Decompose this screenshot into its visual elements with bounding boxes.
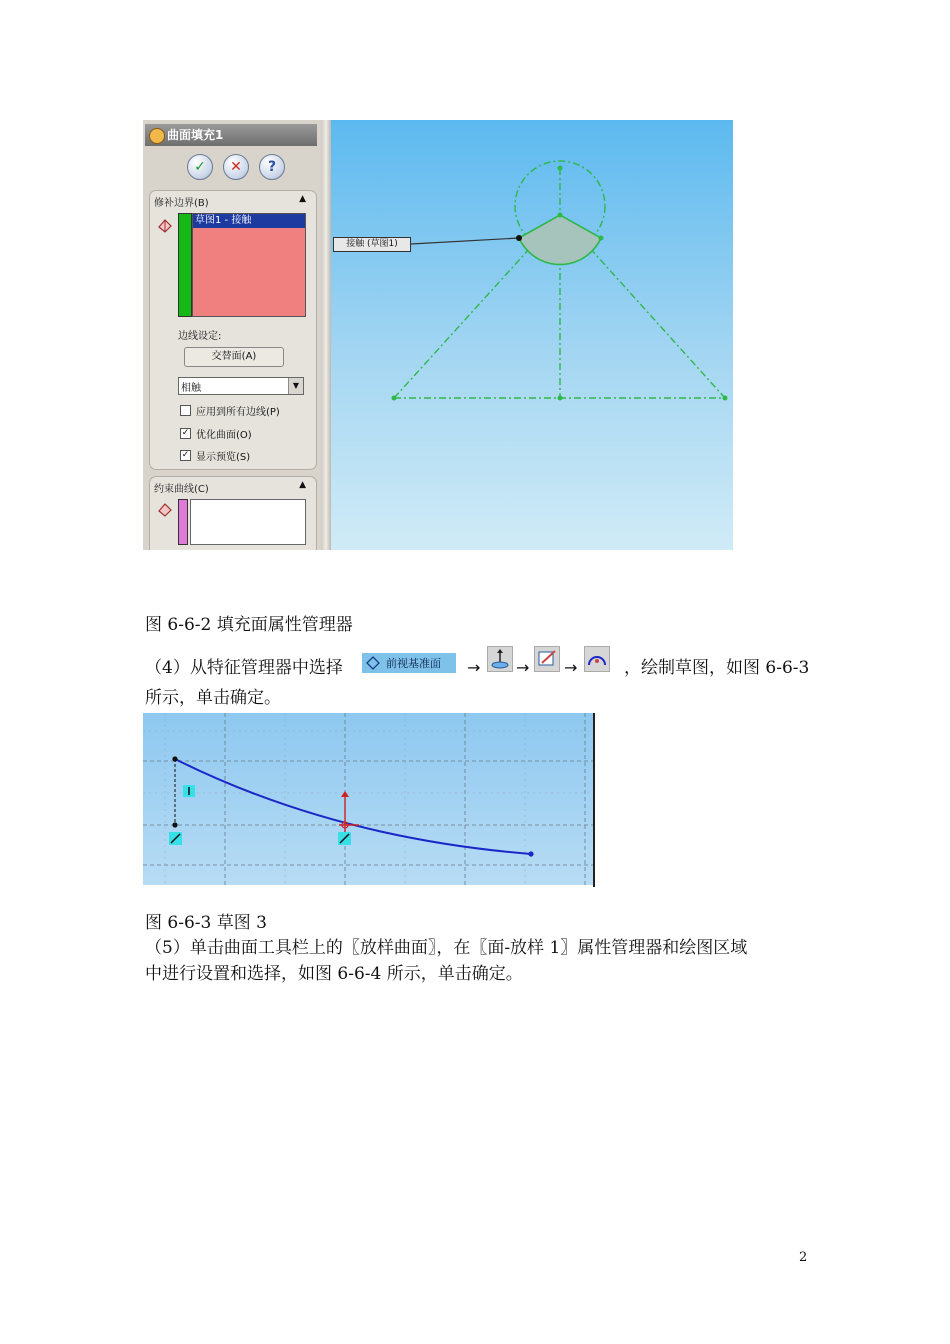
show-preview-checkbox[interactable]: ✓	[181, 450, 190, 460]
boundary-selection-list[interactable]	[192, 213, 306, 317]
selected-boundary-item[interactable]: 草图1 - 接触	[193, 214, 305, 228]
fill-surface-figure	[143, 120, 733, 550]
show-preview-label[interactable]: 显示预览(S)	[196, 452, 251, 463]
front-plane-label: 前视基准面	[386, 657, 441, 670]
step-5-line1: （5）单击曲面工具栏上的〖放样曲面〗，在〖面-放样 1〗属性管理器和绘图区域	[145, 938, 748, 958]
sketch-3-figure	[143, 713, 593, 885]
step-4-prefix: （4）从特征管理器中选择	[145, 658, 343, 678]
help-button[interactable]: ?	[259, 154, 285, 180]
graphics-viewport[interactable]	[331, 120, 733, 550]
constraint-color-bar	[178, 499, 188, 545]
cancel-button[interactable]: ✕	[223, 154, 249, 180]
front-plane-chip	[362, 653, 456, 673]
curve-selection-icon	[156, 501, 174, 519]
minor-grid	[143, 713, 593, 885]
plane-icon	[366, 656, 380, 670]
contact-type-select[interactable]	[178, 377, 304, 395]
tangent-arc-icon	[584, 646, 610, 672]
panel-splitter[interactable]	[321, 120, 331, 550]
step-4-suffix: ，绘制草图，如图 6-6-3	[624, 658, 810, 678]
grid-lines	[143, 713, 593, 885]
callout-leader	[411, 238, 519, 244]
fill-surface-icon	[149, 128, 165, 144]
curve-base-point	[172, 822, 177, 827]
step-5-line2: 中进行设置和选择，如图 6-6-4 所示，单击确定。	[145, 964, 523, 984]
constraint-curves-header[interactable]: 约束曲线(C)	[154, 484, 209, 495]
edge-selection-icon	[156, 217, 174, 235]
collapse-arrow-icon[interactable]: ▲	[299, 194, 306, 204]
panel-title: 曲面填充1	[167, 128, 224, 142]
step-4-line2: 所示，单击确定。	[145, 688, 281, 708]
constraint-curves-group	[149, 476, 317, 550]
apply-all-edges-checkbox[interactable]	[180, 405, 191, 416]
patch-boundary-header[interactable]: 修补边界(B)	[154, 198, 209, 209]
sketch-icon	[534, 646, 560, 672]
contact-callout-label[interactable]: 接触 (草图1)	[333, 237, 411, 252]
figure-caption-6-6-3: 图 6-6-3 草图 3	[145, 913, 267, 933]
edge-settings-label: 边线设定:	[178, 331, 222, 342]
curve-end-point	[528, 851, 533, 856]
sketch-drawing	[331, 120, 733, 550]
normal-to-icon	[487, 646, 513, 672]
constraint-curve-list[interactable]	[190, 499, 306, 545]
selection-color-bar	[178, 213, 192, 317]
curve-start-point	[172, 756, 177, 761]
arrow-3: →	[564, 658, 578, 677]
patch-boundary-group	[149, 190, 317, 470]
property-manager-titlebar	[145, 124, 317, 146]
alternate-face-button[interactable]: 交替面(A)	[184, 347, 284, 367]
property-manager-panel	[143, 120, 322, 550]
filled-patch-region	[519, 215, 601, 264]
sketch-curve	[175, 759, 531, 854]
optimize-surface-label[interactable]: 优化曲面(O)	[196, 430, 252, 441]
page-number: 2	[799, 1250, 808, 1265]
optimize-surface-checkbox[interactable]: ✓	[181, 428, 190, 438]
dropdown-arrow-icon[interactable]: ▼	[288, 378, 303, 394]
sketch-lines	[394, 161, 725, 398]
contact-type-value: 相触	[181, 383, 201, 394]
figure-caption-6-6-2: 图 6-6-2 填充面属性管理器	[145, 615, 353, 635]
figure-right-border	[593, 713, 595, 887]
collapse-arrow-icon[interactable]: ▲	[299, 480, 306, 490]
arrow-2: →	[516, 658, 530, 677]
callout-anchor	[516, 235, 522, 241]
ok-button[interactable]: ✓	[187, 154, 213, 180]
sketch-3-drawing	[143, 713, 593, 885]
apply-all-edges-label[interactable]: 应用到所有边线(P)	[196, 407, 280, 418]
arrow-1: →	[467, 658, 481, 677]
